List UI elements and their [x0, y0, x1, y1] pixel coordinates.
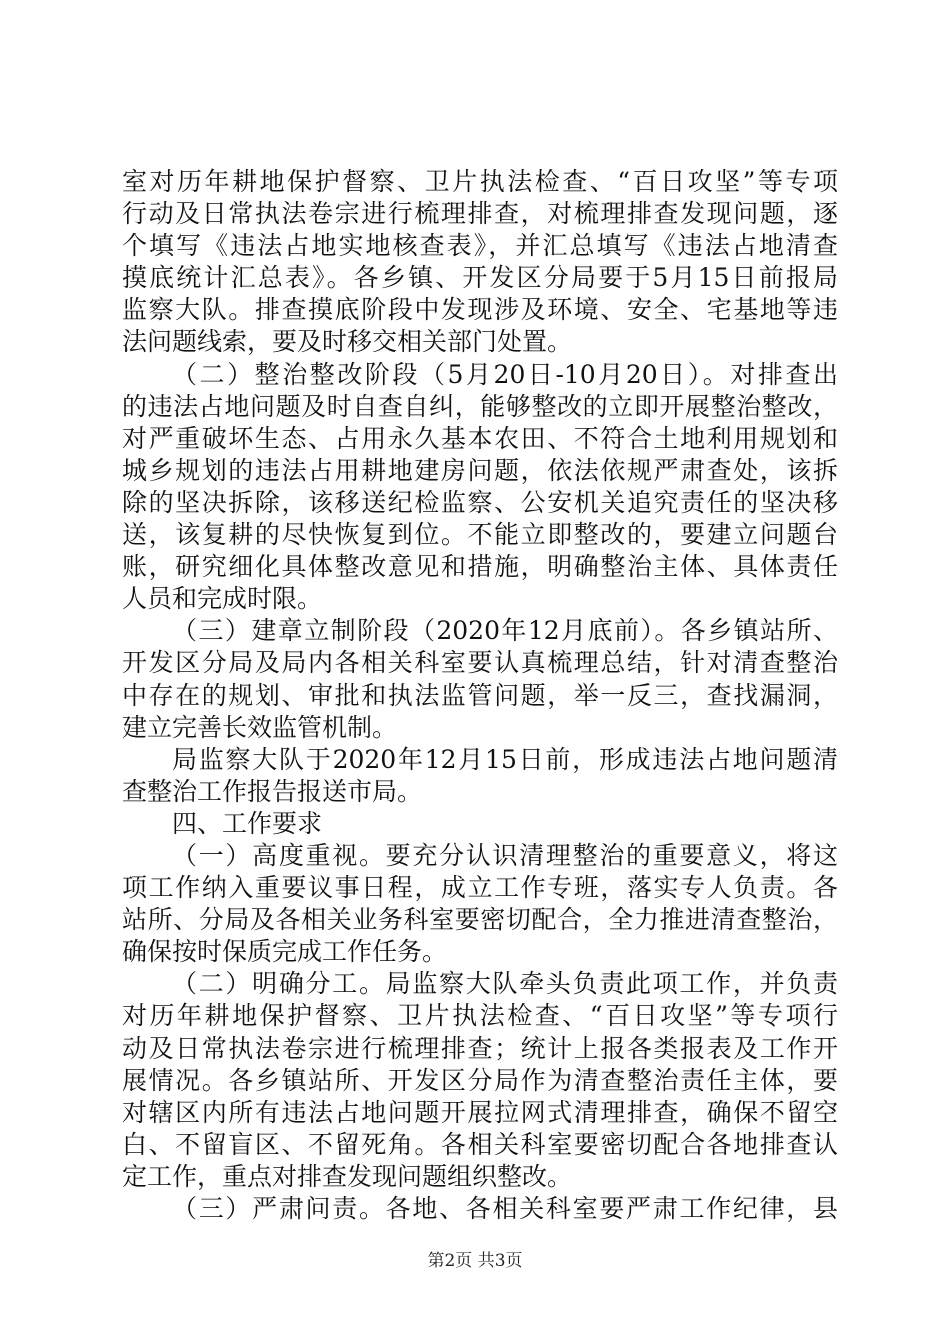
text-line: 城乡规划的违法占用耕地建房问题，依法依规严肃查处，该拆	[122, 455, 838, 485]
document-body	[122, 166, 838, 1225]
text-line: （三）建章立制阶段（2020年12月底前）。各乡镇站所、	[172, 616, 838, 646]
text-line: 对辖区内所有违法占地问题开展拉网式清理排查，确保不留空	[122, 1097, 838, 1127]
text-line: 的违法占地问题及时自查自纠，能够整改的立即开展整治整改，	[122, 391, 838, 421]
text-line: 局监察大队于2020年12月15日前，形成违法占地问题清	[172, 744, 838, 774]
text-line: 除的坚决拆除，该移送纪检监察、公安机关追究责任的坚决移	[122, 487, 838, 517]
text-line: 送，该复耕的尽快恢复到位。不能立即整改的，要建立问题台	[122, 520, 838, 550]
text-line: 站所、分局及各相关业务科室要密切配合，全力推进清查整治，	[122, 905, 838, 935]
text-line: 中存在的规划、审批和执法监管问题，举一反三，查找漏洞，	[122, 680, 838, 710]
text-line: 定工作，重点对排查发现问题组织整改。	[122, 1161, 573, 1191]
text-line: 白、不留盲区、不留死角。各相关科室要密切配合各地排查认	[122, 1129, 838, 1159]
text-line: 监察大队。排查摸底阶段中发现涉及环境、安全、宅基地等违	[122, 295, 838, 325]
text-line: 人员和完成时限。	[122, 584, 323, 614]
page-footer: 第2页 共3页	[427, 1251, 523, 1271]
text-line: 项工作纳入重要议事日程，成立工作专班，落实专人负责。各	[122, 873, 838, 903]
text-line: 动及日常执法卷宗进行梳理排查；统计上报各类报表及工作开	[122, 1033, 838, 1063]
text-line: 对严重破坏生态、占用永久基本农田、不符合土地利用规划和	[122, 423, 838, 453]
text-line: 法问题线索，要及时移交相关部门处置。	[122, 327, 573, 357]
text-line: 展情况。各乡镇站所、开发区分局作为清查整治责任主体，要	[122, 1065, 838, 1095]
text-line: 室对历年耕地保护督察、卫片执法检查、“百日攻坚”等专项	[122, 167, 838, 196]
text-line: 建立完善长效监管机制。	[122, 712, 398, 742]
text-line: 开发区分局及局内各相关科室要认真梳理总结，针对清查整治	[122, 648, 838, 678]
text-line: 确保按时保质完成工作任务。	[122, 937, 448, 967]
text-line: 行动及日常执法卷宗进行梳理排查，对梳理排查发现问题，逐	[122, 199, 838, 229]
text-line: 对历年耕地保护督察、卫片执法检查、“百日攻坚”等专项行	[122, 1001, 838, 1031]
text-line: 账，研究细化具体整改意见和措施，明确整治主体、具体责任	[122, 552, 838, 582]
text-line: 个填写《违法占地实地核查表》，并汇总填写《违法占地清查	[122, 231, 838, 261]
text-line: （二）整治整改阶段（5月20日-10月20日）。对排查出	[172, 359, 838, 389]
text-line: （三）严肃问责。各地、各相关科室要严肃工作纪律，县	[172, 1194, 838, 1223]
text-line: 摸底统计汇总表》。各乡镇、开发区分局要于5月15日前报局	[122, 263, 838, 293]
text-line: 查整治工作报告报送市局。	[122, 776, 423, 806]
text-line: 四、工作要求	[172, 808, 323, 838]
text-line: （一）高度重视。要充分认识清理整治的重要意义，将这	[172, 840, 838, 870]
text-line: （二）明确分工。局监察大队牵头负责此项工作，并负责	[172, 969, 838, 999]
